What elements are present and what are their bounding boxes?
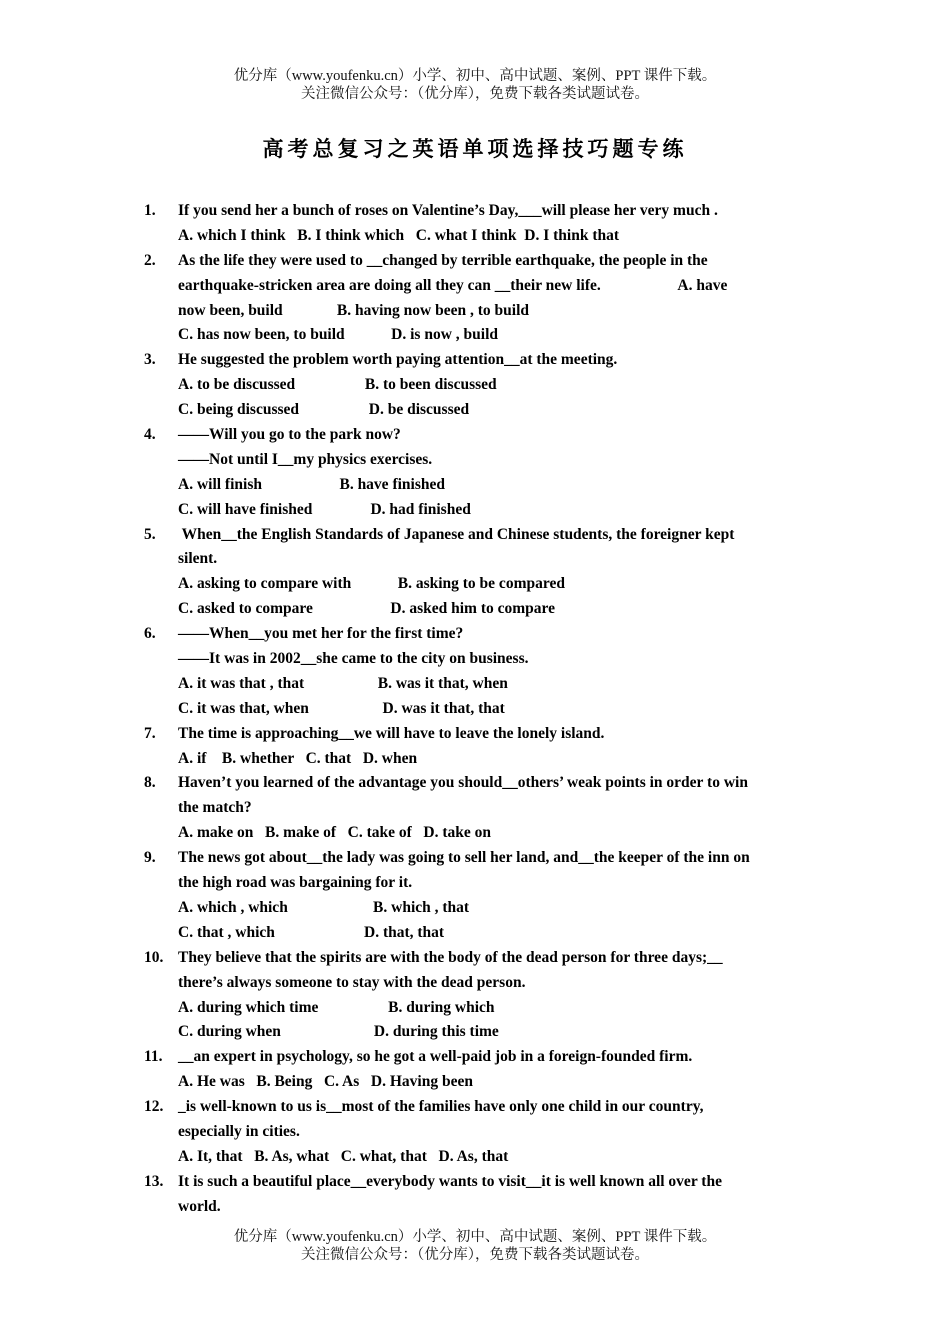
question-continuation: C. asked to compare D. asked him to compare	[178, 600, 556, 618]
question-line	[0, 1195, 950, 1220]
question-item	[0, 846, 950, 946]
question-line	[0, 1170, 950, 1195]
question-line	[0, 821, 950, 846]
question-line	[0, 946, 950, 971]
question-line	[0, 971, 950, 996]
question-item	[0, 199, 950, 249]
question-number: 12.	[144, 1098, 164, 1116]
question-number: 4.	[144, 426, 156, 444]
question-line	[0, 996, 950, 1021]
question-line	[0, 498, 950, 523]
question-item	[0, 1045, 950, 1095]
question-line	[0, 473, 950, 498]
question-item	[0, 423, 950, 523]
question-item	[0, 1170, 950, 1220]
question-line	[0, 697, 950, 722]
question-continuation: A. it was that , that B. was it that, when	[178, 674, 508, 692]
question-continuation: A. if B. whether C. that D. when	[178, 749, 418, 767]
question-text: If you send her a bunch of roses on Valentine’s Day,___will please her very much .	[178, 202, 718, 219]
question-text: When__the English Standards of Japanese and Chinese students, the foreigner kept	[178, 525, 735, 543]
question-line	[0, 921, 950, 946]
question-continuation: A. It, that B. As, what C. what, that D. As, that	[178, 1147, 509, 1165]
question-line	[0, 448, 950, 473]
question-number: 1.	[144, 202, 156, 219]
question-line	[0, 348, 950, 373]
question-line	[0, 249, 950, 274]
question-continuation: C. has now been, to build D. is now , build	[178, 326, 498, 344]
footer-line-2: 关注微信公众号：（优分库），免费下载各类试题试卷。	[301, 1247, 649, 1263]
question-continuation: C. it was that, when D. was it that, that	[178, 699, 505, 717]
question-continuation: world.	[178, 1197, 221, 1215]
question-continuation: A. make on B. make of C. take of D. take on	[178, 824, 492, 842]
question-continuation: A. will finish B. have finished	[178, 475, 445, 493]
question-item	[0, 348, 950, 423]
question-text: ——Will you go to the park now?	[178, 426, 401, 444]
question-line	[0, 299, 950, 324]
question-continuation: A. during which time B. during which	[178, 998, 495, 1016]
question-text: He suggested the problem worth paying attention__at the meeting.	[178, 351, 618, 369]
question-number: 13.	[144, 1172, 164, 1190]
question-number: 10.	[144, 948, 164, 966]
question-text: Haven’t you learned of the advantage you should__others’ weak points in order to win	[178, 774, 748, 792]
question-item	[0, 771, 950, 846]
question-item	[0, 249, 950, 349]
question-line	[0, 846, 950, 871]
question-text: It is such a beautiful place__everybody wants to visit__it is well known all over the	[178, 1172, 722, 1190]
question-line	[0, 373, 950, 398]
question-line	[0, 597, 950, 622]
question-number: 9.	[144, 849, 156, 867]
question-continuation: there’s always someone to stay with the dead person.	[178, 973, 526, 991]
question-text: They believe that the spirits are with the body of the dead person for three days;__	[178, 948, 723, 966]
question-line	[0, 1020, 950, 1045]
footer-line-1: 优分库（www.youfenku.cn）小学、初中、高中试题、案例、PPT 课件下载。	[233, 1229, 717, 1245]
question-number: 2.	[144, 251, 156, 269]
question-line	[0, 398, 950, 423]
question-item	[0, 622, 950, 722]
question-line	[0, 647, 950, 672]
page-footer	[0, 1228, 950, 1264]
question-number: 6.	[144, 625, 156, 643]
question-line	[0, 1045, 950, 1070]
question-number: 3.	[144, 351, 156, 369]
question-line	[0, 1145, 950, 1170]
question-continuation: earthquake-stricken area are doing all they can __their new life. A. have	[178, 276, 728, 294]
question-continuation: A. which , which B. which , that	[178, 898, 470, 916]
question-number: 8.	[144, 774, 156, 792]
question-line	[0, 199, 950, 224]
question-continuation: C. will have finished D. had finished	[178, 500, 471, 518]
question-continuation: ——Not until I__my physics exercises.	[178, 450, 433, 468]
document-title: 高考总复习之英语单项选择技巧题专练	[262, 136, 688, 161]
question-line	[0, 722, 950, 747]
header-line-2: 关注微信公众号：（优分库），免费下载各类试题试卷。	[301, 86, 649, 102]
question-line	[0, 274, 950, 299]
question-number: 7.	[144, 724, 156, 742]
question-continuation: A. to be discussed B. to been discussed	[178, 376, 497, 394]
header-line-1: 优分库（www.youfenku.cn）小学、初中、高中试题、案例、PPT 课件下载。	[233, 68, 717, 84]
question-line	[0, 323, 950, 348]
question-text: As the life they were used to __changed by terrible earthquake, the people in the	[178, 251, 708, 269]
question-item	[0, 523, 950, 623]
question-continuation: C. being discussed D. be discussed	[178, 401, 470, 419]
question-number: 11.	[144, 1048, 163, 1066]
question-line	[0, 523, 950, 548]
question-text: The time is approaching__we will have to leave the lonely island.	[178, 724, 605, 742]
question-continuation: the high road was bargaining for it.	[178, 874, 413, 892]
question-continuation: C. during when D. during this time	[178, 1023, 499, 1041]
question-line	[0, 796, 950, 821]
question-continuation: C. that , which D. that, that	[178, 923, 445, 941]
question-line	[0, 896, 950, 921]
question-continuation: the match?	[178, 799, 252, 817]
question-item	[0, 722, 950, 772]
question-line	[0, 622, 950, 647]
question-continuation: ——It was in 2002__she came to the city on business.	[178, 650, 529, 668]
question-number: 5.	[144, 525, 156, 543]
question-line	[0, 1120, 950, 1145]
question-continuation: A. which I think B. I think which C. what I think D. I think that	[178, 226, 620, 244]
question-line	[0, 1070, 950, 1095]
question-text: ——When__you met her for the first time?	[178, 625, 464, 643]
question-line	[0, 224, 950, 249]
question-continuation: especially in cities.	[178, 1122, 300, 1140]
question-line	[0, 572, 950, 597]
question-list	[0, 199, 950, 1220]
question-text: The news got about__the lady was going to sell her land, and__the keeper of the inn on	[178, 849, 750, 867]
question-continuation: silent.	[178, 550, 218, 568]
question-line	[0, 423, 950, 448]
question-text: __an expert in psychology, so he got a well-paid job in a foreign-founded firm.	[178, 1048, 693, 1066]
question-continuation: A. He was B. Being C. As D. Having been	[178, 1073, 473, 1091]
question-line	[0, 1095, 950, 1120]
question-line	[0, 871, 950, 896]
question-item	[0, 946, 950, 1046]
question-line	[0, 747, 950, 772]
question-text: _is well-known to us is__most of the families have only one child in our country,	[178, 1098, 704, 1116]
question-item	[0, 1095, 950, 1170]
question-continuation: now been, build B. having now been , to build	[178, 301, 529, 319]
question-line	[0, 672, 950, 697]
page-header	[0, 67, 950, 103]
question-continuation: A. asking to compare with B. asking to be compared	[178, 575, 565, 593]
question-line	[0, 771, 950, 796]
question-line	[0, 547, 950, 572]
